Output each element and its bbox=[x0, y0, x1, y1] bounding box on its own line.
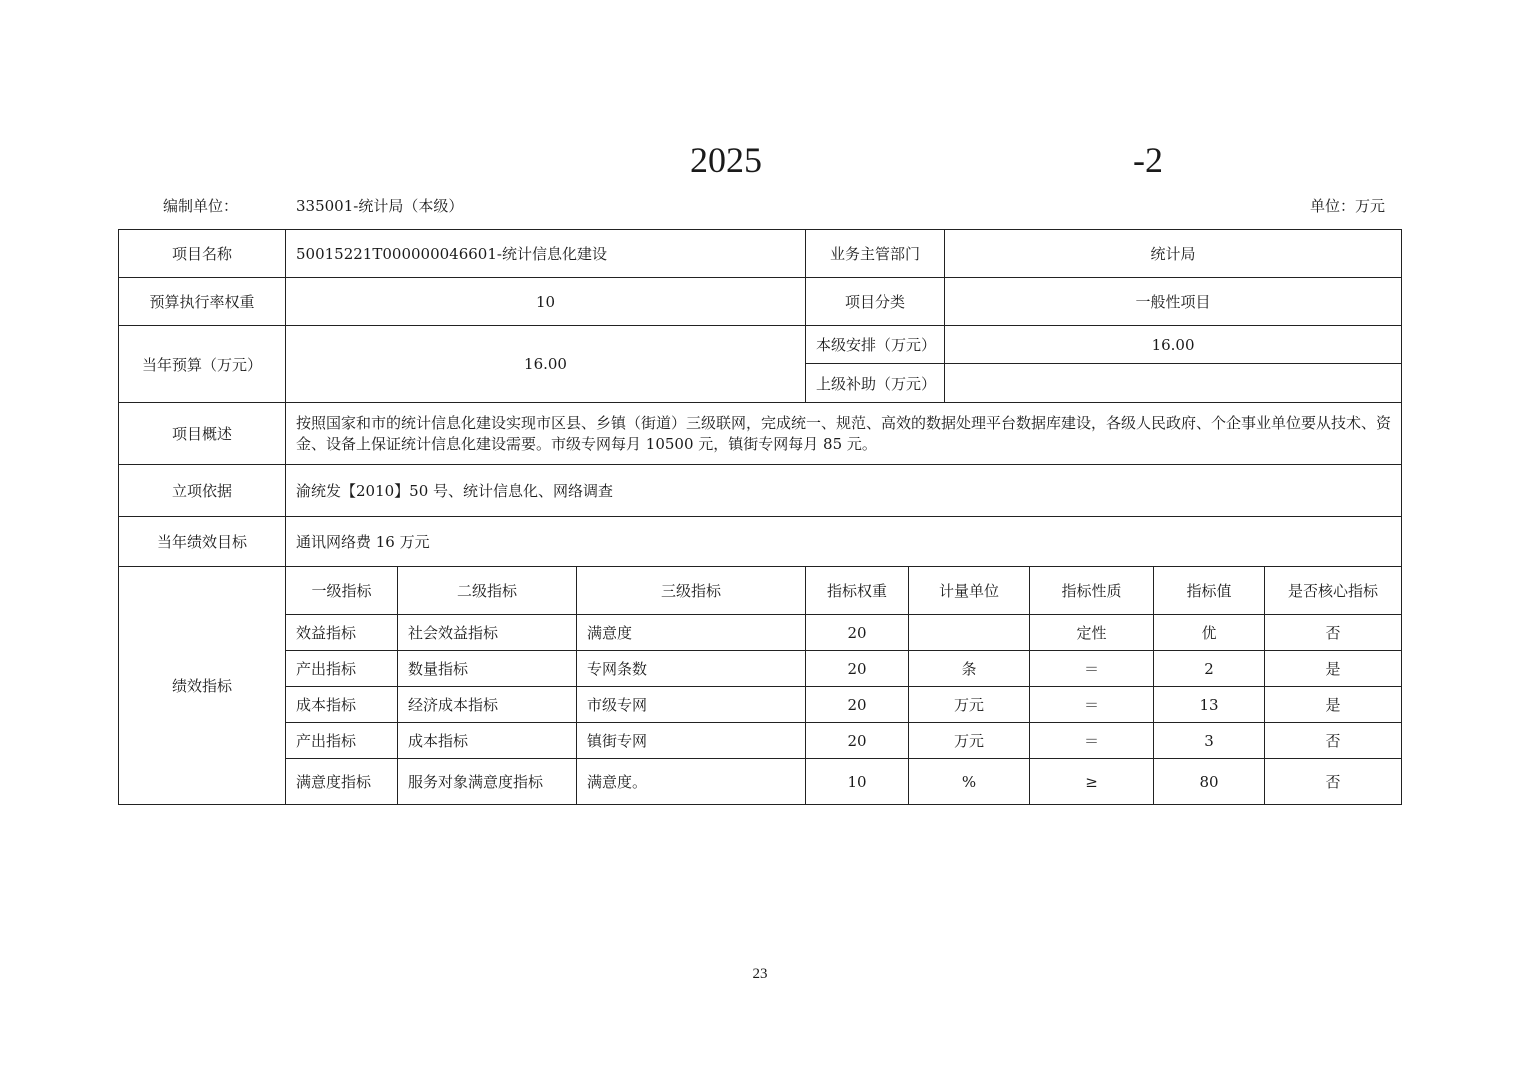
budget-weight-row bbox=[119, 278, 1402, 326]
cell-unit: % bbox=[909, 759, 1030, 805]
cell-level2: 经济成本指标 bbox=[398, 687, 577, 723]
cell-unit: 条 bbox=[909, 651, 1030, 687]
cell-level1: 产出指标 bbox=[286, 723, 398, 759]
cell-value: 3 bbox=[1154, 723, 1265, 759]
cell-nature: ≥ bbox=[1030, 759, 1154, 805]
cell-level2: 服务对象满意度指标 bbox=[398, 759, 577, 805]
annual-budget-label: 当年预算（万元） bbox=[119, 326, 286, 403]
page-number: 23 bbox=[752, 966, 768, 982]
budget-row bbox=[119, 326, 1402, 364]
header-value: 指标值 bbox=[1154, 567, 1265, 615]
header-core: 是否核心指标 bbox=[1265, 567, 1402, 615]
cell-weight: 20 bbox=[806, 723, 909, 759]
goal-value: 通讯网络费 16 万元 bbox=[286, 517, 1402, 567]
budget-weight-label: 预算执行率权重 bbox=[119, 278, 286, 326]
cell-weight: 20 bbox=[806, 651, 909, 687]
overview-row bbox=[119, 403, 1402, 465]
cell-value: 80 bbox=[1154, 759, 1265, 805]
cell-nature: ＝ bbox=[1030, 651, 1154, 687]
header-level3: 三级指标 bbox=[577, 567, 806, 615]
table-row bbox=[119, 651, 1402, 687]
department-value: 统计局 bbox=[945, 230, 1402, 278]
cell-level1: 满意度指标 bbox=[286, 759, 398, 805]
table-row bbox=[119, 687, 1402, 723]
cell-core: 否 bbox=[1265, 615, 1402, 651]
superior-subsidy-value bbox=[945, 364, 1402, 403]
performance-target-table bbox=[118, 229, 1402, 805]
cell-weight: 20 bbox=[806, 687, 909, 723]
cell-level2: 数量指标 bbox=[398, 651, 577, 687]
header-level1: 一级指标 bbox=[286, 567, 398, 615]
indicator-header-row bbox=[119, 567, 1402, 615]
cell-level2: 成本指标 bbox=[398, 723, 577, 759]
local-funding-label: 本级安排（万元） bbox=[806, 326, 945, 364]
project-name-value: 50015221T000000046601-统计信息化建设 bbox=[286, 230, 806, 278]
cell-level1: 产出指标 bbox=[286, 651, 398, 687]
cell-weight: 10 bbox=[806, 759, 909, 805]
cell-unit bbox=[909, 615, 1030, 651]
department-label: 业务主管部门 bbox=[806, 230, 945, 278]
cell-level3: 镇街专网 bbox=[577, 723, 806, 759]
cell-level3: 满意度 bbox=[577, 615, 806, 651]
cell-core: 是 bbox=[1265, 651, 1402, 687]
project-category-value: 一般性项目 bbox=[945, 278, 1402, 326]
indicators-section-label: 绩效指标 bbox=[119, 567, 286, 805]
cell-level3: 专网条数 bbox=[577, 651, 806, 687]
currency-unit: 单位：万元 bbox=[1310, 197, 1386, 215]
basis-value: 渝统发【2010】50 号、统计信息化、网络调查 bbox=[286, 465, 1402, 517]
compiling-unit-label: 编制单位： bbox=[163, 197, 239, 215]
overview-label: 项目概述 bbox=[119, 403, 286, 465]
budget-weight-value: 10 bbox=[286, 278, 806, 326]
cell-nature: ＝ bbox=[1030, 687, 1154, 723]
overview-value: 按照国家和市的统计信息化建设实现市区县、乡镇（街道）三级联网，完成统一、规范、高效的数据处理平台数据库建设，各级人民政府、个企事业单位要从技术、资金、设备上保证统计信息化建设需要。市级专网每月 10500 元，镇街专网每月 85 元。 bbox=[286, 403, 1402, 465]
header-nature: 指标性质 bbox=[1030, 567, 1154, 615]
cell-value: 13 bbox=[1154, 687, 1265, 723]
cell-weight: 20 bbox=[806, 615, 909, 651]
cell-core: 是 bbox=[1265, 687, 1402, 723]
cell-level3: 市级专网 bbox=[577, 687, 806, 723]
document-title-year: 2025 bbox=[690, 140, 762, 180]
document-title-suffix: -2 bbox=[1133, 140, 1163, 180]
table-row bbox=[119, 723, 1402, 759]
header-level2: 二级指标 bbox=[398, 567, 577, 615]
cell-nature: 定性 bbox=[1030, 615, 1154, 651]
table-row bbox=[119, 615, 1402, 651]
cell-level1: 成本指标 bbox=[286, 687, 398, 723]
goal-label: 当年绩效目标 bbox=[119, 517, 286, 567]
header-weight: 指标权重 bbox=[806, 567, 909, 615]
cell-value: 2 bbox=[1154, 651, 1265, 687]
local-funding-value: 16.00 bbox=[945, 326, 1402, 364]
project-name-label: 项目名称 bbox=[119, 230, 286, 278]
header-unit: 计量单位 bbox=[909, 567, 1030, 615]
cell-core: 否 bbox=[1265, 759, 1402, 805]
cell-unit: 万元 bbox=[909, 723, 1030, 759]
cell-core: 否 bbox=[1265, 723, 1402, 759]
table-row bbox=[119, 759, 1402, 805]
basis-label: 立项依据 bbox=[119, 465, 286, 517]
cell-value: 优 bbox=[1154, 615, 1265, 651]
cell-level2: 社会效益指标 bbox=[398, 615, 577, 651]
superior-subsidy-label: 上级补助（万元） bbox=[806, 364, 945, 403]
cell-level3: 满意度。 bbox=[577, 759, 806, 805]
annual-budget-value: 16.00 bbox=[286, 326, 806, 403]
goal-row bbox=[119, 517, 1402, 567]
basis-row bbox=[119, 465, 1402, 517]
cell-level1: 效益指标 bbox=[286, 615, 398, 651]
compiling-unit-value: 335001-统计局（本级） bbox=[296, 197, 464, 215]
cell-nature: ＝ bbox=[1030, 723, 1154, 759]
cell-unit: 万元 bbox=[909, 687, 1030, 723]
project-name-row bbox=[119, 230, 1402, 278]
project-category-label: 项目分类 bbox=[806, 278, 945, 326]
